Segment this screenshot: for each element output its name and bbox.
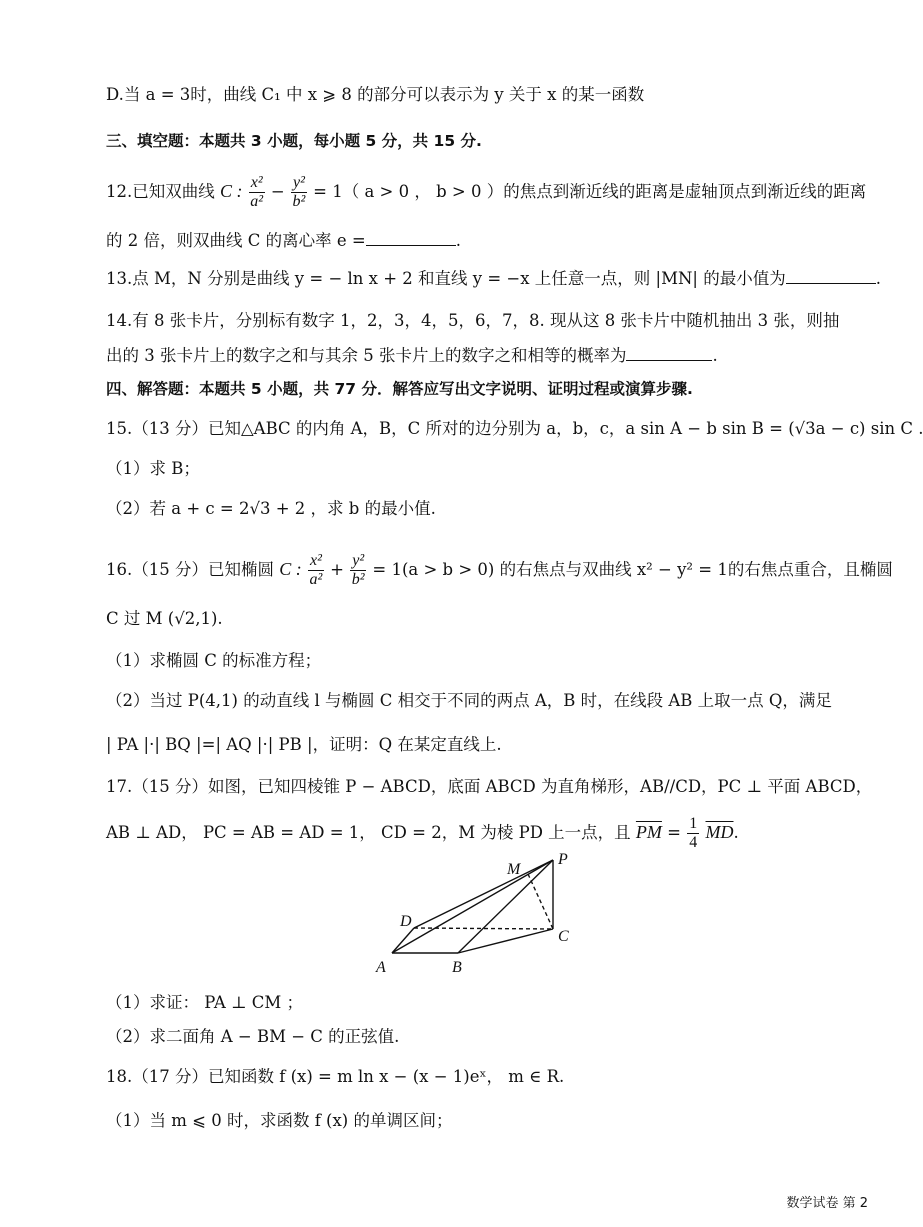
q17-frac-num: 1 bbox=[689, 815, 698, 832]
q17-line-2 bbox=[106, 815, 739, 852]
label-b: B bbox=[452, 959, 462, 976]
q17-vector-pm: $\overline{PM}$ bbox=[635, 822, 662, 842]
q17-end-dot: . bbox=[733, 823, 739, 842]
q16-part-2-cont: | PA |·| BQ |=| AQ |·| PB |，证明：Q 在某定直线上. bbox=[106, 735, 502, 754]
q17-eq: = bbox=[667, 823, 681, 842]
edge-pd bbox=[414, 860, 553, 928]
q18-part-1: （1）当 m ⩽ 0 时，求函数 f (x) 的单调区间； bbox=[106, 1111, 453, 1130]
q16-frac-y-den: b² bbox=[351, 571, 365, 588]
q17-line-2-text: AB ⊥ AD， PC = AB = AD = 1， CD = 2，M 为棱 PD 上一点，且 bbox=[106, 823, 631, 842]
label-p: P bbox=[558, 851, 568, 868]
edge-ad bbox=[392, 928, 414, 953]
q15-part-1: （1）求 B； bbox=[106, 459, 200, 478]
q12-minus: − bbox=[270, 182, 285, 201]
label-d: D bbox=[400, 913, 412, 930]
label-a: A bbox=[376, 959, 386, 976]
label-c: C bbox=[558, 928, 569, 945]
q12-frac-y bbox=[291, 174, 307, 211]
q16-line-1 bbox=[106, 552, 893, 589]
q14-end-dot: . bbox=[712, 346, 718, 365]
q17-part-2: （2）求二面角 A − BM − C 的正弦值. bbox=[106, 1027, 400, 1046]
q17-part-1: （1）求证： PA ⊥ CM ； bbox=[106, 993, 304, 1012]
q16-part-2: （2）当过 P(4,1) 的动直线 l 与椭圆 C 相交于不同的两点 A，B 时，在线段 AB 上取一点 Q，满足 bbox=[106, 691, 832, 710]
d-option-text: D.当 a = 3时，曲线 C₁ 中 x ⩾ 8 的部分可以表示为 y 关于 x 的某一函数 bbox=[106, 85, 645, 104]
section-4-heading: 四、解答题：本题共 5 小题，共 77 分．解答应写出文字说明、证明过程或演算步骤. bbox=[106, 380, 693, 398]
q12-line-1 bbox=[106, 174, 866, 211]
q16-suffix: = 1(a > b > 0) 的右焦点与双曲线 x² − y² = 1的右焦点重合，且椭圆 bbox=[372, 560, 893, 579]
q16-frac-y bbox=[350, 552, 366, 589]
q18-stem: 18.（17 分）已知函数 f (x) = m ln x − (x − 1)eˣ， m ∈ R. bbox=[106, 1067, 565, 1086]
q12-end-dot: . bbox=[455, 231, 461, 250]
q16-frac-x bbox=[308, 552, 324, 589]
q12-frac-y-num: y² bbox=[292, 174, 305, 191]
edge-bc bbox=[458, 929, 553, 953]
q16-frac-x-num: x² bbox=[309, 552, 322, 569]
segment-mc bbox=[528, 874, 553, 929]
q12-line-2-text: 的 2 倍，则双曲线 C 的离心率 e = bbox=[106, 231, 366, 250]
q15-part-2: （2）若 a + c = 2√3 + 2 ，求 b 的最小值. bbox=[106, 499, 436, 518]
q13-text: 13.点 M，N 分别是曲线 y = − ln x + 2 和直线 y = −x 上任意一点，则 |MN| 的最小值为 bbox=[106, 269, 786, 288]
q12-prefix: 12.已知双曲线 bbox=[106, 182, 215, 201]
q15-stem: 15.（13 分）已知△ABC 的内角 A，B，C 所对的边分别为 a，b，c，a sin A − b sin B = (√3a − c) sin C . bbox=[106, 419, 923, 438]
pyramid-figure bbox=[0, 848, 868, 988]
label-m: M bbox=[507, 861, 521, 878]
q12-frac-x bbox=[249, 174, 265, 211]
q12-frac-y-den: b² bbox=[292, 193, 306, 210]
q16-part-1: （1）求椭圆 C 的标准方程； bbox=[106, 651, 322, 670]
q16-frac-y-num: y² bbox=[352, 552, 365, 569]
q16-line-2: C 过 M (√2,1). bbox=[106, 609, 223, 628]
q12-frac-x-den: a² bbox=[250, 193, 264, 210]
q17-frac-quarter bbox=[687, 815, 699, 852]
q16-frac-x-den: a² bbox=[309, 571, 323, 588]
q16-prefix: 16.（15 分）已知椭圆 bbox=[106, 560, 274, 579]
page-footer: 数学试卷 第 2 bbox=[786, 1196, 868, 1211]
q13-end-dot: . bbox=[875, 269, 881, 288]
q17-vector-md: $\overline{MD}$ bbox=[705, 822, 734, 842]
q13-line bbox=[106, 268, 881, 290]
section-3-heading: 三、填空题：本题共 3 小题，每小题 5 分，共 15 分. bbox=[106, 132, 482, 150]
q14-line-1: 14.有 8 张卡片，分别标有数字 1，2，3，4，5，6，7，8. 现从这 8 张卡片中随机抽出 3 张，则抽 bbox=[106, 311, 840, 330]
q16-c-label: C : bbox=[279, 559, 302, 579]
q17-line-1: 17.（15 分）如图，已知四棱锥 P − ABCD，底面 ABCD 为直角梯形，AB//CD，PC ⊥ 平面 ABCD， bbox=[106, 777, 873, 796]
q12-suffix: = 1（ a > 0 ， b > 0 ）的焦点到渐近线的距离是虚轴顶点到渐近线的距离 bbox=[313, 182, 867, 201]
q14-line-2 bbox=[106, 345, 718, 367]
q12-line-2 bbox=[106, 230, 461, 252]
q14-line-2-text: 出的 3 张卡片上的数字之和与其余 5 张卡片上的数字之和相等的概率为 bbox=[106, 346, 627, 365]
q13-answer-blank[interactable] bbox=[786, 269, 876, 284]
q17-frac-den: 4 bbox=[689, 834, 698, 851]
q12-frac-x-num: x² bbox=[250, 174, 263, 191]
q12-c-label: C : bbox=[220, 181, 243, 201]
q12-answer-blank[interactable] bbox=[366, 231, 456, 246]
q16-plus: + bbox=[330, 560, 344, 579]
q14-answer-blank[interactable] bbox=[626, 346, 712, 361]
